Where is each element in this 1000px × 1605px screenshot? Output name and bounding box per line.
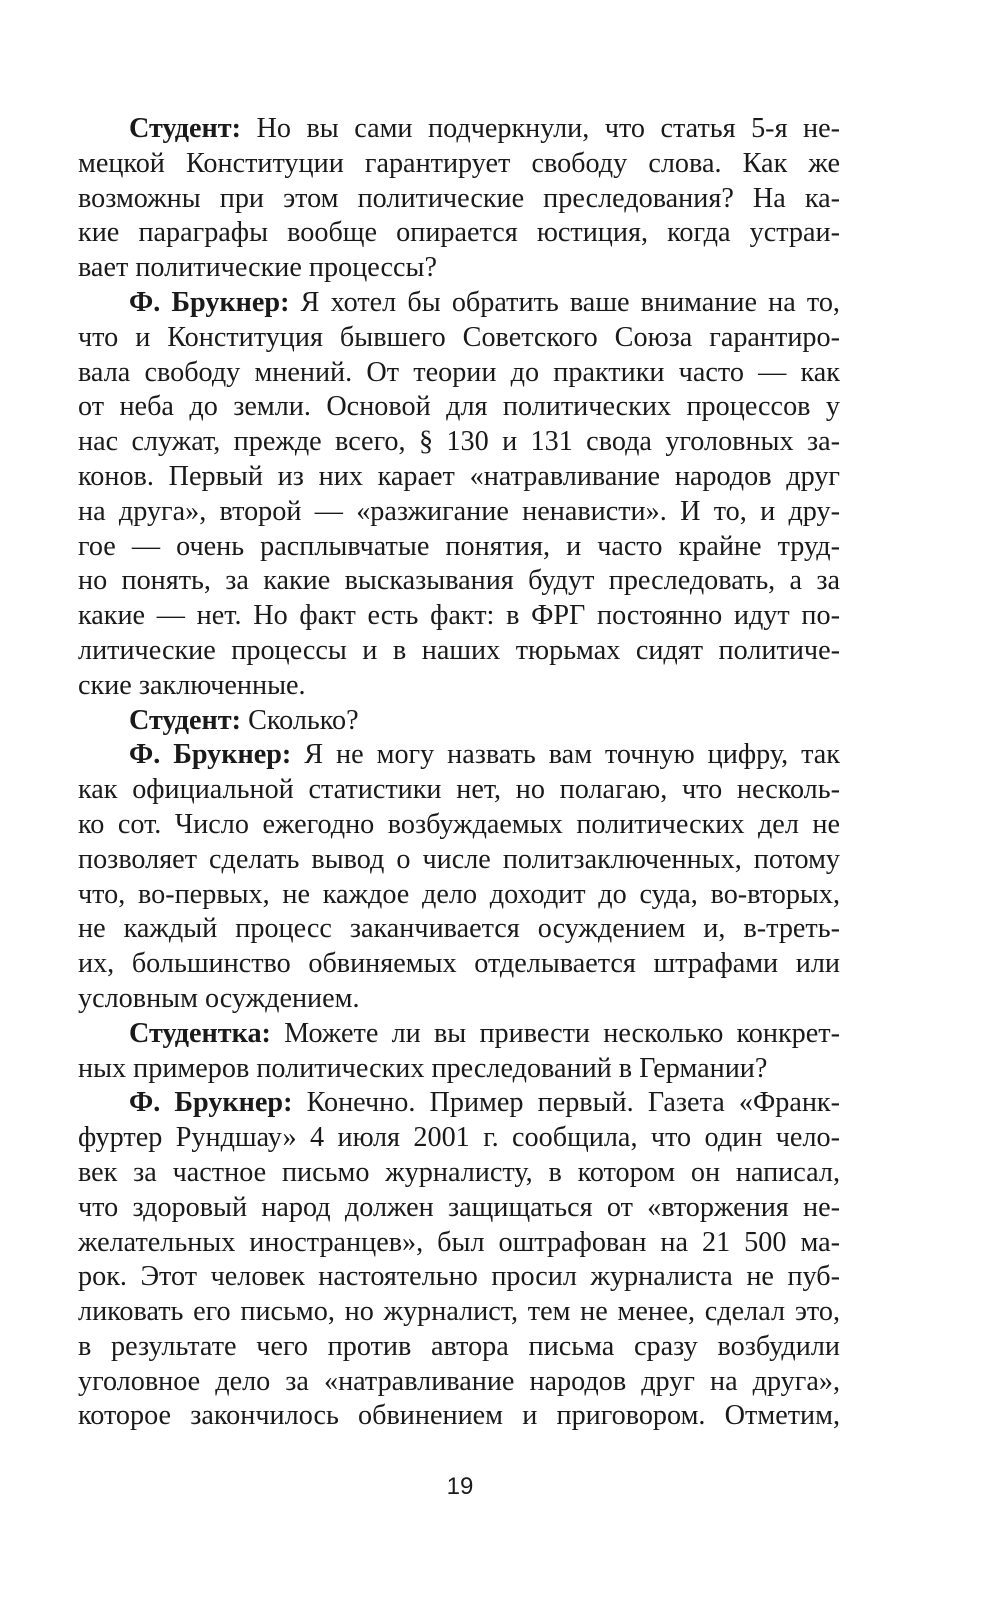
- text-line: условным осуждением.: [78, 982, 360, 1014]
- text-line: возможны при этом политические преследования? На ка-: [78, 182, 840, 214]
- text-line: конов. Первый из них карает «натравливание народов друг: [78, 460, 840, 492]
- page-number: 19: [446, 1473, 474, 1500]
- text-line: которое закончилось обвинением и приговором. Отметим,: [78, 1400, 840, 1432]
- text-line: литические процессы и в наших тюрьмах сидят политиче-: [78, 634, 840, 666]
- text-line: уголовное дело за «натравливание народов друг на друга»,: [78, 1365, 840, 1397]
- dialogue-paragraph: [78, 738, 840, 1016]
- text-line: Ф. Брукнер: Конечно. Пример первый. Газета «Франк-: [129, 1087, 840, 1119]
- text-line: что здоровый народ должен защищаться от «вторжения не-: [78, 1191, 840, 1223]
- text-line: век за частное письмо журналисту, в котором он написал,: [78, 1156, 840, 1188]
- dialogue-paragraph: [78, 112, 840, 286]
- speaker-label: Ф. Брукнер:: [129, 739, 292, 771]
- text-line: ские заключенные.: [78, 669, 306, 701]
- speaker-label: Ф. Брукнер:: [129, 286, 290, 318]
- text-line: вала свободу мнений. От теории до практики часто — как: [78, 356, 840, 388]
- text-line: ко сот. Число ежегодно возбуждаемых политических дел не: [78, 808, 840, 840]
- text-line: Студент: Но вы сами подчеркнули, что статья 5-я не-: [129, 113, 841, 144]
- text-line: как официальной статистики нет, но полагаю, что несколь-: [78, 774, 840, 806]
- text-line: но понять, за какие высказывания будут преследовать, а за: [78, 565, 840, 597]
- dialogue-paragraph: [78, 704, 840, 739]
- text-line: кие параграфы вообще опирается юстиция, когда устраи-: [78, 217, 840, 249]
- text-line: на друга», второй — «разжигание ненависти». И то, и дру-: [78, 495, 840, 527]
- dialogue-paragraph: [78, 286, 840, 704]
- text-line: что и Конституция бывшего Советского Союза гарантиро-: [78, 321, 840, 353]
- speaker-label: Ф. Брукнер:: [129, 1087, 293, 1119]
- text-line: фуртер Рундшау» 4 июля 2001 г. сообщила, что один чело-: [78, 1122, 840, 1154]
- text-line: ликовать его письмо, но журналист, тем не менее, сделал это,: [78, 1296, 840, 1328]
- body-text: [78, 112, 840, 1434]
- dialogue-paragraph: [78, 1086, 840, 1434]
- text-line: от неба до земли. Основой для политических процессов у: [78, 391, 840, 423]
- text-line: Ф. Брукнер: Я хотел бы обратить ваше внимание на то,: [129, 286, 840, 318]
- text-line: в результате чего против автора письма сразу возбудили: [78, 1330, 840, 1362]
- text-line: Студент: Сколько?: [129, 704, 359, 736]
- speaker-label: Студентка:: [129, 1017, 271, 1049]
- text-line: позволяет сделать вывод о числе политзаключенных, потому: [78, 843, 840, 875]
- text-line: вает политические процессы?: [78, 252, 437, 284]
- text-line: нас служат, прежде всего, § 130 и 131 свода уголовных за-: [78, 426, 840, 458]
- text-line: ных примеров политических преследований в Германии?: [78, 1052, 768, 1084]
- text-line: что, во-первых, не каждое дело доходит до суда, во-вторых,: [78, 878, 840, 910]
- speaker-label: Студент:: [129, 113, 242, 144]
- text-line: какие — нет. Но факт есть факт: в ФРГ постоянно идут по-: [78, 600, 840, 632]
- text-line: мецкой Конституции гарантирует свободу слова. Как же: [78, 147, 840, 179]
- text-line: желательных иностранцев», был оштрафован на 21 500 ма-: [78, 1226, 840, 1258]
- text-line: гое — очень расплывчатые понятия, и часто крайне труд-: [78, 530, 840, 562]
- text-line: Студентка: Можете ли вы привести несколько конкрет-: [129, 1017, 840, 1049]
- text-line: рок. Этот человек настоятельно просил журналиста не пуб-: [78, 1261, 840, 1293]
- speaker-label: Студент:: [129, 704, 242, 736]
- text-line: их, большинство обвиняемых отделывается штрафами или: [78, 948, 840, 980]
- text-line: не каждый процесс заканчивается осуждением и, в-треть-: [78, 913, 840, 945]
- text-line: Ф. Брукнер: Я не могу назвать вам точную цифру, так: [129, 739, 840, 771]
- dialogue-paragraph: [78, 1017, 840, 1087]
